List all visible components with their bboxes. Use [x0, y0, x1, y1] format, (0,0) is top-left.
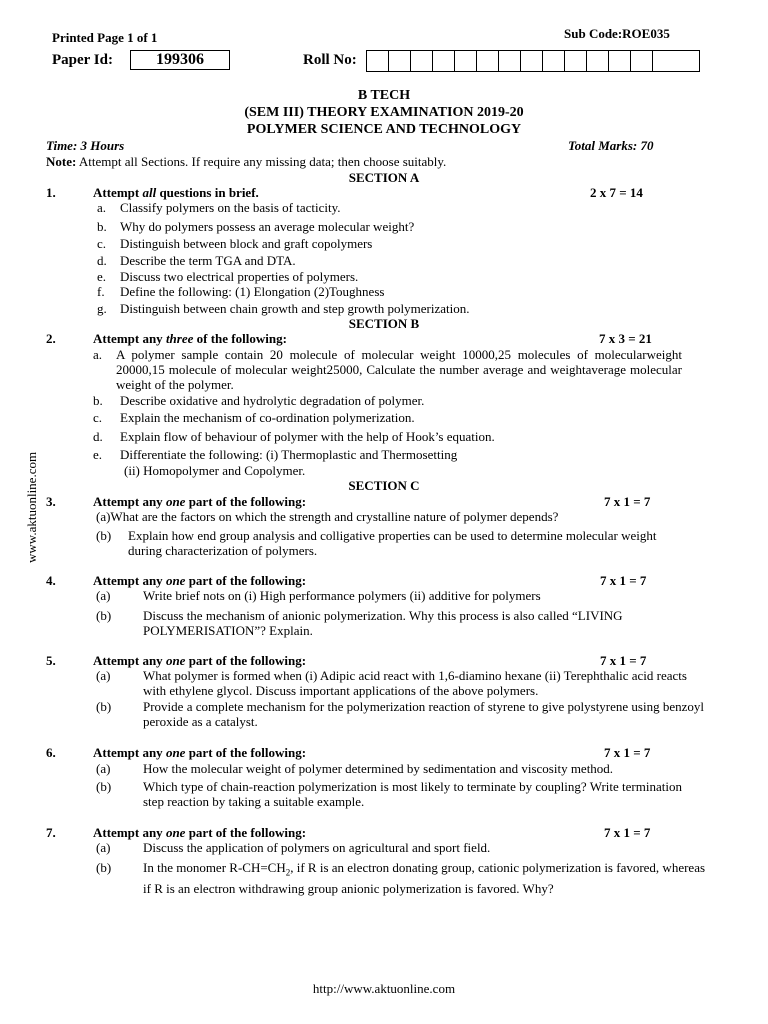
section-a-title: SECTION A — [348, 170, 420, 185]
item-text: Explain flow of behaviour of polymer with the help of Hook’s equation. — [120, 429, 495, 444]
item-label: b. — [97, 219, 107, 234]
question-number: 2. — [46, 331, 56, 346]
exam-title: (SEM III) THEORY EXAMINATION 2019-20 — [244, 105, 524, 120]
paper-id-value: 199306 — [130, 50, 230, 70]
item-label: (a) — [96, 588, 111, 603]
item-label: g. — [97, 301, 107, 316]
item-text: Distinguish between chain growth and step growth polymerization. — [120, 301, 470, 316]
question-marks: 7 x 1 = 7 — [600, 573, 647, 588]
item-label: c. — [97, 236, 107, 251]
item-text: Describe oxidative and hydrolytic degradation of polymer. — [120, 393, 425, 408]
item-label: e. — [93, 447, 103, 462]
note-text: Attempt all Sections. If require any missing data; then choose suitably. — [78, 154, 447, 169]
item-label: (b) — [96, 608, 112, 623]
section-c-title: SECTION C — [348, 478, 420, 493]
sub-code-label: Sub Code:ROE035 — [564, 26, 670, 41]
item-label: e. — [97, 269, 107, 284]
item-label: c. — [93, 410, 103, 425]
question-marks: 7 x 1 = 7 — [600, 653, 647, 668]
question-heading: Attempt any one part of the following: — [93, 745, 307, 760]
item-label: d. — [93, 429, 103, 444]
question-heading: Attempt any one part of the following: — [93, 573, 307, 588]
question-number: 5. — [46, 653, 56, 668]
question-number: 4. — [46, 573, 56, 588]
item-label: a. — [93, 347, 103, 362]
item-text: Define the following: (1) Elongation (2)Toughness — [120, 284, 385, 299]
question-marks: 7 x 3 = 21 — [599, 331, 652, 346]
item-label: (b) — [96, 860, 112, 875]
question-marks: 7 x 1 = 7 — [604, 494, 651, 509]
item-label: d. — [97, 253, 107, 268]
printed-page-label: Printed Page 1 of 1 — [52, 30, 158, 45]
item-text: (a)What are the factors on which the strength and crystalline nature of polymer depends? — [96, 509, 559, 524]
section-b-title: SECTION B — [348, 316, 420, 331]
item-text: Discuss the application of polymers on agricultural and sport field. — [143, 840, 491, 855]
item-text: Distinguish between block and graft copolymers — [120, 236, 373, 251]
note — [46, 154, 446, 169]
program-title: B TECH — [357, 88, 411, 103]
question-heading: Attempt any three of the following: — [93, 331, 287, 346]
item-label: b. — [93, 393, 103, 408]
question-number: 7. — [46, 825, 56, 840]
item-text: Describe the term TGA and DTA. — [120, 253, 296, 268]
item-text: Write brief nots on (i) High performance polymers (ii) additive for polymers — [143, 588, 541, 603]
total-marks-label: Total Marks: 70 — [568, 138, 654, 153]
item-text: Explain the mechanism of co-ordination polymerization. — [120, 410, 415, 425]
item-text: Differentiate the following: (i) Thermoplastic and Thermosetting — [120, 447, 458, 462]
question-heading: Attempt all questions in brief. — [93, 185, 259, 200]
roll-no-boxes — [366, 50, 700, 72]
item-text: Discuss two electrical properties of polymers. — [120, 269, 359, 284]
item-text: (ii) Homopolymer and Copolymer. — [124, 463, 306, 478]
question-number: 1. — [46, 185, 56, 200]
item-text: Classify polymers on the basis of tacticity. — [120, 200, 341, 215]
item-text: Discuss the mechanism of anionic polymerization. Why this process is also called “LIVING POLYMERISATION”? Explain. — [143, 608, 623, 638]
roll-no-label: Roll No: — [303, 52, 357, 68]
question-number: 3. — [46, 494, 56, 509]
item-text: How the molecular weight of polymer determined by sedimentation and viscosity method. — [143, 761, 614, 776]
item-text: Explain how end group analysis and colligative properties can be used to determine molecular weight during characterization of polymers. — [128, 528, 657, 558]
question-marks: 7 x 1 = 7 — [604, 825, 651, 840]
question-marks: 7 x 1 = 7 — [604, 745, 651, 760]
question-heading: Attempt any one part of the following: — [93, 825, 307, 840]
item-label: (a) — [96, 840, 111, 855]
item-label: (a) — [96, 668, 111, 683]
side-watermark-text: www.aktuonline.com — [24, 451, 39, 563]
item-text: Which type of chain-reaction polymerization is most likely to terminate by coupling? Write termination step reaction by taking a suitable example. — [143, 779, 682, 809]
question-heading: Attempt any one part of the following: — [93, 653, 307, 668]
item-label: (a) — [96, 761, 111, 776]
time-label: Time: 3 Hours — [46, 138, 125, 153]
question-marks: 2 x 7 = 14 — [590, 185, 643, 200]
paper-id-label: Paper Id: — [52, 52, 113, 68]
item-label: (b) — [96, 779, 112, 794]
item-label: (b) — [96, 528, 112, 543]
note-label: Note: — [46, 154, 77, 169]
item-text: In the monomer $R-CH=CH_2$, if R is an electron donating group, cationic polymerization is favored, whereas if R is an electron withdrawing group anionic polymerization is favored. Why? — [143, 860, 706, 896]
item-label: (b) — [96, 699, 112, 714]
question-number: 6. — [46, 745, 56, 760]
item-text: A polymer sample contain 20 molecule of molecular weight 10000,25 molecules of molecularweight 20000,15 molecule of molecular weight25000, Calculate the number average and weightaverage molecular weight of the polymer. — [116, 347, 682, 392]
subject-title: POLYMER SCIENCE AND TECHNOLOGY — [246, 122, 522, 137]
item-label: f. — [97, 284, 105, 299]
side-watermark — [24, 451, 40, 693]
item-text: Why do polymers possess an average molecular weight? — [120, 219, 415, 234]
item-label: a. — [97, 200, 107, 215]
item-text: Provide a complete mechanism for the polymerization reaction of styrene to give polystyrene using benzoyl peroxide as a catalyst. — [143, 699, 704, 729]
question-heading: Attempt any one part of the following: — [93, 494, 307, 509]
item-text: What polymer is formed when (i) Adipic acid react with 1,6-diamino hexane (ii) Terephthalic acid reacts with ethylene glycol. Discuss important applications of the above polymers. — [143, 668, 687, 698]
footer-url: http://www.aktuonline.com — [312, 981, 456, 996]
